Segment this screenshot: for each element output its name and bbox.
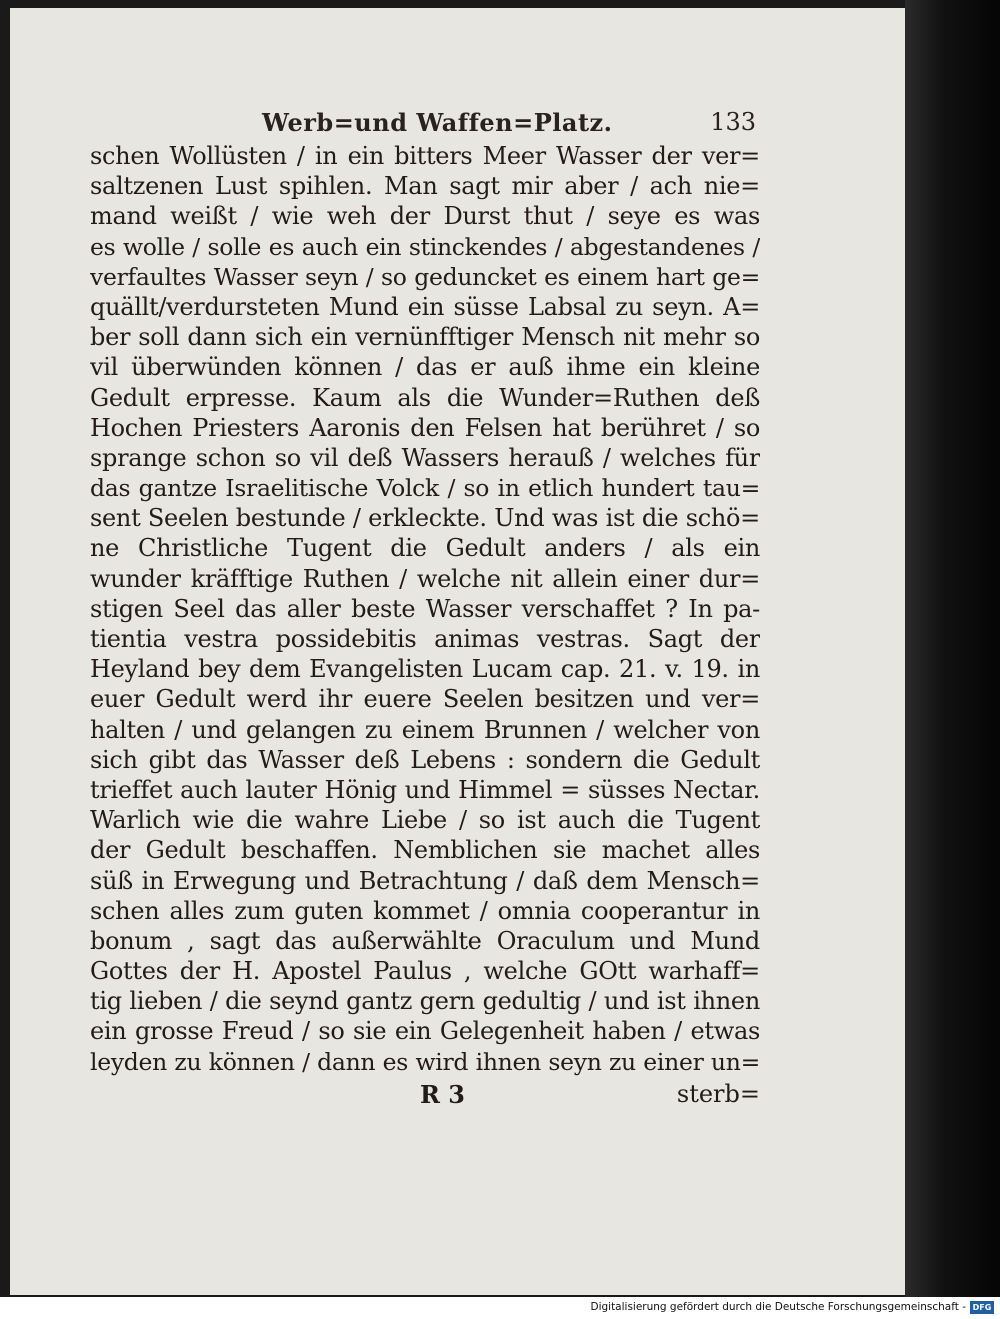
text-line: saltzenen Lust spihlen. Man sagt mir aber / ach nie= xyxy=(90,172,760,201)
text-line: das gantze Israelitische Volck / so in etlich hundert tau= xyxy=(90,474,760,503)
page-footer xyxy=(90,1080,760,1114)
text-line: stigen Seel das aller beste Wasser verschaffet ? In pa- xyxy=(90,594,760,623)
body-text xyxy=(90,141,760,1077)
digitization-credit: Digitalisierung gefördert durch die Deutsche Forschungsgemeinschaft - xyxy=(590,1301,966,1313)
text-line: sprange schon so vil deß Wassers herauß / welches für xyxy=(90,443,760,472)
text-line: sich gibt das Wasser deß Lebens : sondern die Gedult xyxy=(90,745,760,774)
text-line: Heyland bey dem Evangelisten Lucam cap. 21. v. 19. in xyxy=(90,655,760,684)
dfg-logo: DFG xyxy=(970,1301,994,1314)
text-line: Hochen Priesters Aaronis den Felsen hat berühret / so xyxy=(90,413,760,442)
text-line: euer Gedult werd ihr euere Seelen besitzen und ver= xyxy=(90,685,760,714)
page-header xyxy=(90,108,756,142)
text-line: wunder kräfftige Ruthen / welche nit allein einer dur= xyxy=(90,564,760,593)
text-line: Warlich wie die wahre Liebe / so ist auch die Tugent xyxy=(90,806,760,835)
page-number: 133 xyxy=(710,108,756,136)
text-line: tig lieben / die seynd gantz gern gedultig / und ist ihnen xyxy=(90,987,760,1016)
text-line: quällt/verdursteten Mund ein süsse Labsal zu seyn. A= xyxy=(90,292,760,321)
text-line: ne Christliche Tugent die Gedult anders / als ein xyxy=(90,534,760,563)
text-line: schen Wollüsten / in ein bitters Meer Wasser der ver= xyxy=(90,142,760,170)
text-line: Gedult erpresse. Kaum als die Wunder=Ruthen deß xyxy=(90,383,760,412)
text-line: es wolle / solle es auch ein stinckendes / abgestandenes / xyxy=(90,232,760,261)
catchword: sterb= xyxy=(676,1080,760,1108)
page-edge-shadow xyxy=(905,0,1000,1297)
text-line: der Gedult beschaffen. Nemblichen sie machet alles xyxy=(90,836,760,865)
text-line: bonum , sagt das außerwählte Oraculum und Mund xyxy=(90,926,760,955)
text-line: trieffet auch lauter Hönig und Himmel = süsses Nectar. xyxy=(90,775,760,804)
signature-mark: R 3 xyxy=(420,1080,465,1109)
text-line: halten / und gelangen zu einem Brunnen / welcher von xyxy=(90,715,760,744)
text-line: ein grosse Freud / so sie ein Gelegenheit haben / etwas xyxy=(90,1017,760,1046)
running-head: Werb=und Waffen=Platz. xyxy=(262,108,613,137)
text-line: mand weißt / wie weh der Durst thut / seye es was xyxy=(90,202,760,231)
text-line: Gottes der H. Apostel Paulus , welche GOtt warhaff= xyxy=(90,957,760,986)
text-line: sent Seelen bestunde / erkleckte. Und was ist die schö= xyxy=(90,504,760,533)
text-line: ber soll dann sich ein vernünfftiger Mensch nit mehr so xyxy=(90,323,760,352)
text-line: vil überwünden können / das er auß ihme ein kleine xyxy=(90,353,760,382)
text-line: schen alles zum guten kommet / omnia cooperantur in xyxy=(90,896,760,925)
text-line: tientia vestra possidebitis animas vestras. Sagt der xyxy=(90,625,760,653)
text-line: leyden zu können / dann es wird ihnen seyn zu einer un= xyxy=(90,1047,760,1076)
text-line: verfaultes Wasser seyn / so geduncket es einem hart ge= xyxy=(90,262,760,291)
text-line: süß in Erwegung und Betrachtung / daß dem Mensch= xyxy=(90,866,760,895)
